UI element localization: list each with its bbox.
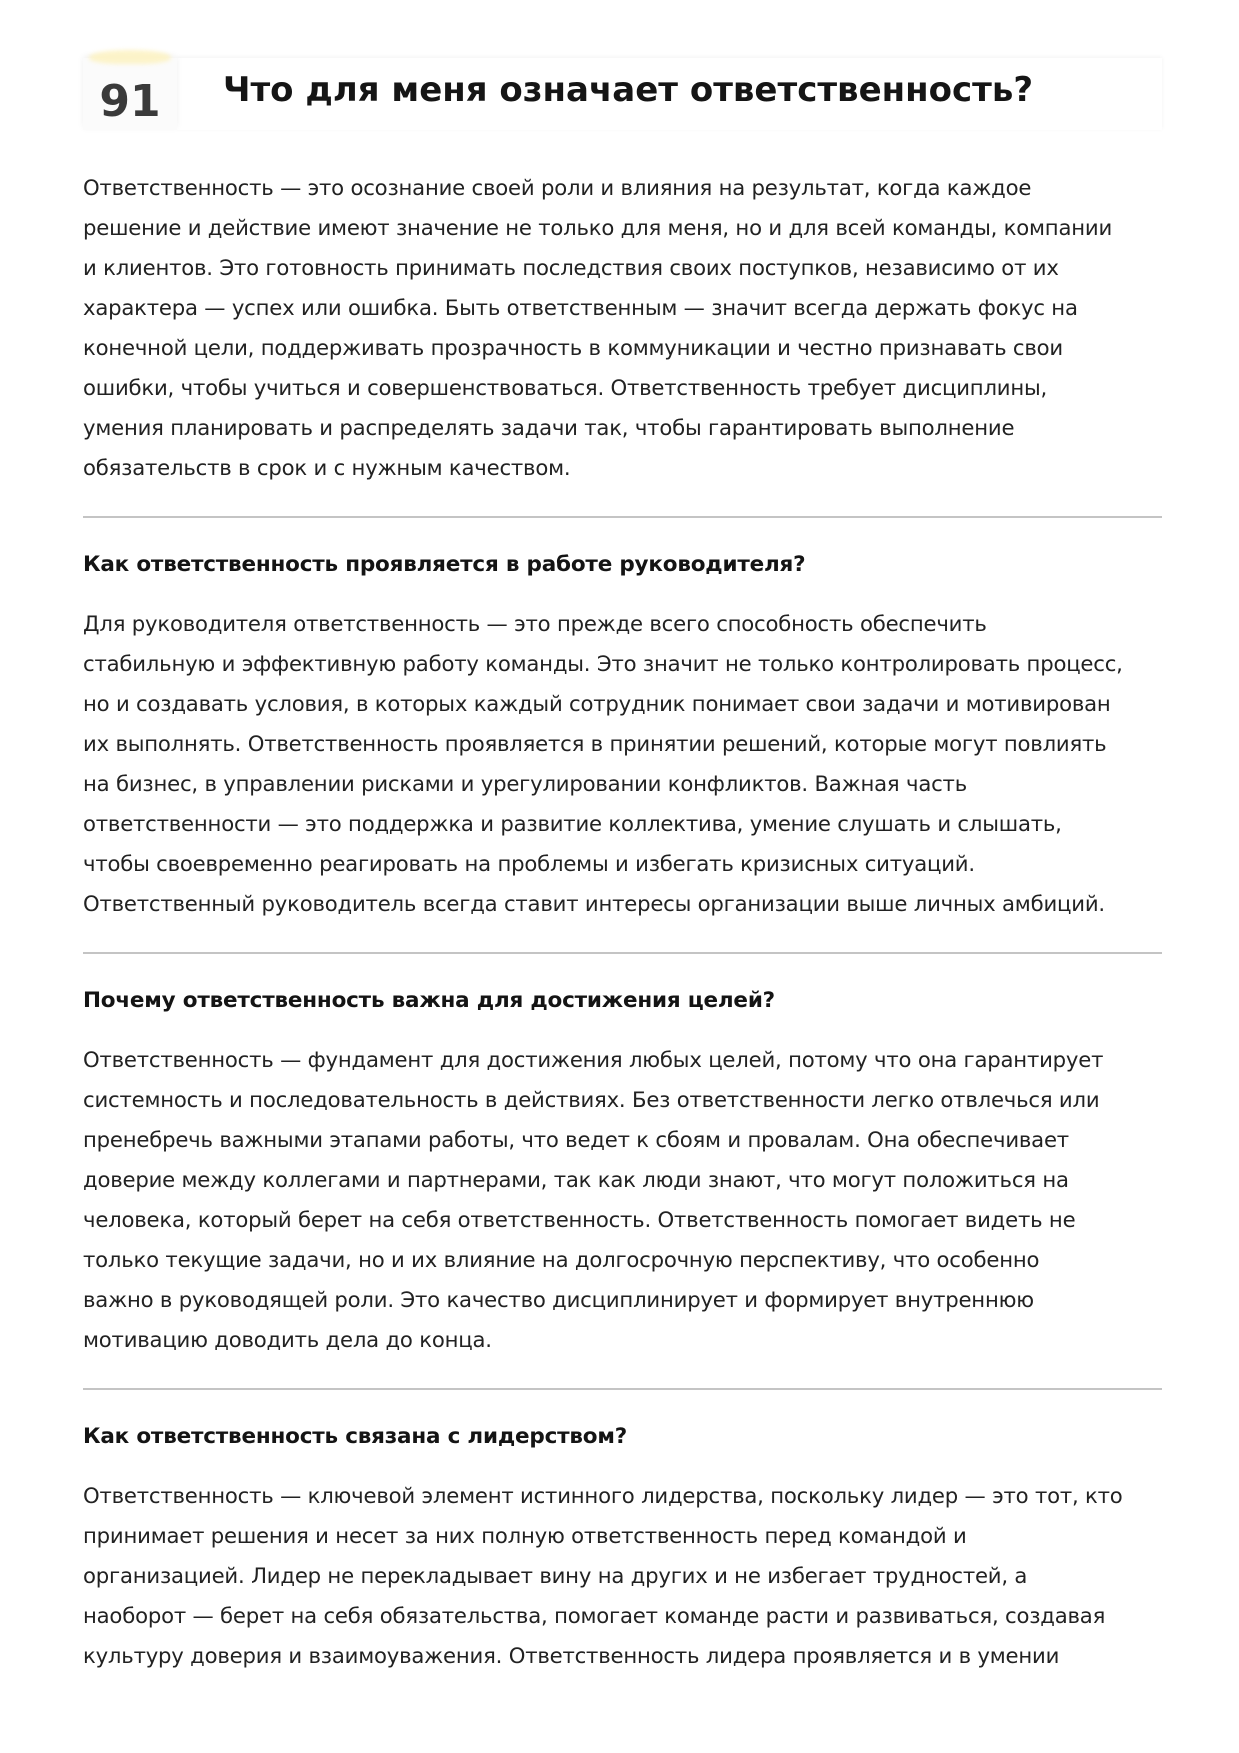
text-line: человека, который берет на себя ответственность. Ответственность помогает видеть не xyxy=(83,1207,1076,1232)
text-line: Для руководителя ответственность — это прежде всего способность обеспечить xyxy=(83,611,987,636)
page-title: Что для меня означает ответственность? xyxy=(223,70,1034,110)
text-line: ответственности — это поддержка и развитие коллектива, умение слушать и слышать, xyxy=(83,811,1062,836)
text-line: Ответственный руководитель всегда ставит интересы организации выше личных амбиций. xyxy=(83,891,1105,916)
text-line: только текущие задачи, но и их влияние на долгосрочную перспективу, что особенно xyxy=(83,1247,1040,1272)
text-line: доверие между коллегами и партнерами, так как люди знают, что могут положиться на xyxy=(83,1167,1069,1192)
section-heading: Почему ответственность важна для достижения целей? xyxy=(83,988,775,1013)
text-line: их выполнять. Ответственность проявляется в принятии решений, которые могут повлиять xyxy=(83,731,1107,756)
text-line: пренебречь важными этапами работы, что ведет к сбоям и провалам. Она обеспечивает xyxy=(83,1127,1069,1152)
text-line: конечной цели, поддерживать прозрачность в коммуникации и честно признавать свои xyxy=(83,335,1063,360)
text-line: и клиентов. Это готовность принимать последствия своих поступков, независимо от их xyxy=(83,255,1059,280)
text-line: Ответственность — фундамент для достижения любых целей, потому что она гарантирует xyxy=(83,1047,1104,1072)
text-line: но и создавать условия, в которых каждый сотрудник понимает свои задачи и мотивирован xyxy=(83,691,1111,716)
text-line: мотивацию доводить дела до конца. xyxy=(83,1327,492,1352)
document-page xyxy=(83,0,1162,1676)
section-heading: Как ответственность проявляется в работе руководителя? xyxy=(83,552,806,577)
question-number: 91 xyxy=(99,76,161,127)
text-line: организацией. Лидер не перекладывает вину на других и не избегает трудностей, а xyxy=(83,1563,1028,1588)
text-line: принимает решения и несет за них полную ответственность перед командой и xyxy=(83,1523,967,1548)
text-line: наоборот — берет на себя обязательства, помогает команде расти и развиваться, создавая xyxy=(83,1603,1106,1628)
section-heading: Как ответственность связана с лидерством? xyxy=(83,1424,628,1449)
section-paragraph xyxy=(83,604,1162,924)
intro-paragraph xyxy=(83,168,1162,488)
text-line: важно в руководящей роли. Это качество дисциплинирует и формирует внутреннюю xyxy=(83,1287,1034,1312)
text-line: умения планировать и распределять задачи так, чтобы гарантировать выполнение xyxy=(83,415,1015,440)
question-header xyxy=(83,0,1162,130)
text-line: ошибки, чтобы учиться и совершенствоваться. Ответственность требует дисциплины, xyxy=(83,375,1048,400)
text-line: Ответственность — это осознание своей роли и влияния на результат, когда каждое xyxy=(83,175,1032,200)
section-paragraph xyxy=(83,1040,1162,1360)
section-paragraph xyxy=(83,1476,1162,1676)
content xyxy=(83,130,1162,1676)
text-line: Ответственность — ключевой элемент истинного лидерства, поскольку лидер — это тот, кто xyxy=(83,1483,1123,1508)
text-line: характера — успех или ошибка. Быть ответственным — значит всегда держать фокус на xyxy=(83,295,1078,320)
question-number-tab xyxy=(83,58,177,130)
text-line: системность и последовательность в действиях. Без ответственности легко отвлечься или xyxy=(83,1087,1100,1112)
text-line: чтобы своевременно реагировать на проблемы и избегать кризисных ситуаций. xyxy=(83,851,975,876)
text-line: решение и действие имеют значение не только для меня, но и для всей команды, компании xyxy=(83,215,1113,240)
text-line: стабильную и эффективную работу команды. Это значит не только контролировать процесс, xyxy=(83,651,1123,676)
text-line: на бизнес, в управлении рисками и урегулировании конфликтов. Важная часть xyxy=(83,771,967,796)
text-line: обязательств в срок и с нужным качеством. xyxy=(83,455,571,480)
text-line: культуру доверия и взаимоуважения. Ответственность лидера проявляется и в умении xyxy=(83,1643,1060,1668)
